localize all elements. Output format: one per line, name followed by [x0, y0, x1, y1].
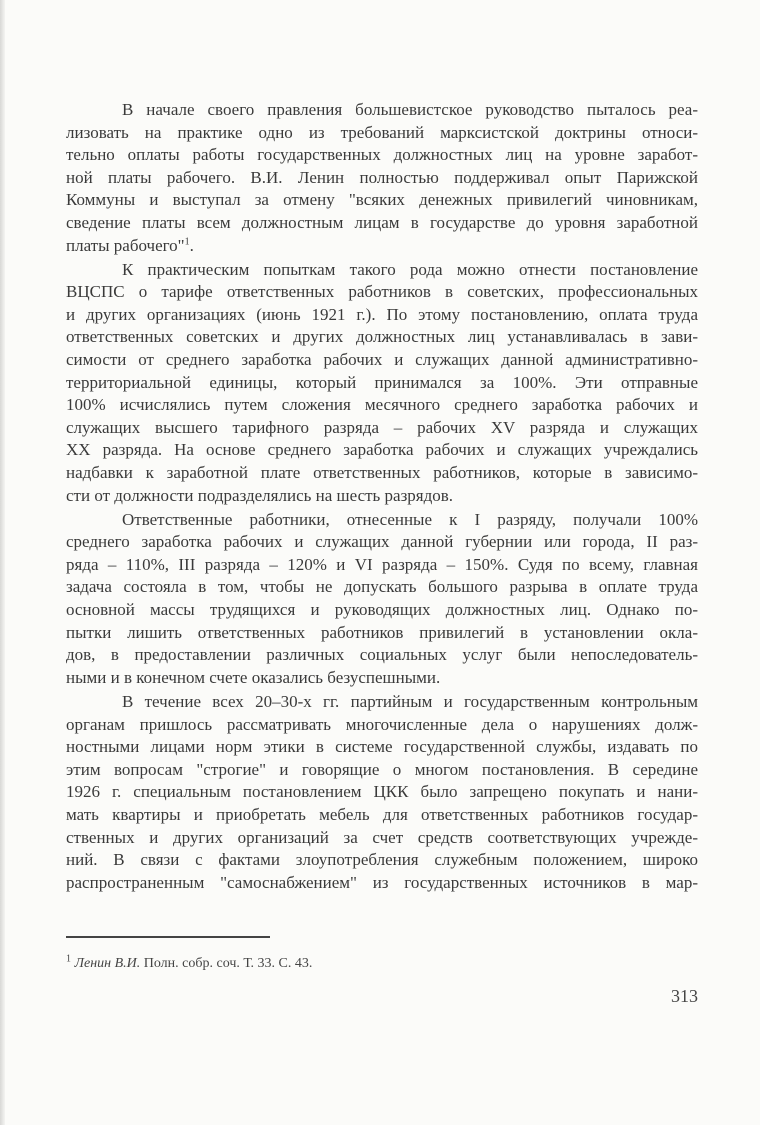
text-line: служащих высшего тарифного разряда – рабочих XV разряда и служащих: [66, 417, 698, 437]
scan-edge: [0, 0, 5, 1125]
text-line: надбавки к заработной плате ответственных работников, которые в зависимо-: [66, 463, 698, 482]
text-line: ностными лицами норм этики в системе государственной службы, издавать по: [66, 737, 698, 757]
text-line: сти от должности подразделялись на шесть разрядов.: [66, 485, 454, 505]
text-line: ответственных советских и других должностных лиц устанавливалась в зави-: [66, 327, 698, 347]
text-line: распространенным "самоснабжением" из государственных источников в мар-: [66, 872, 698, 892]
text-line: Коммуны и выступал за отмену "всяких денежных привилегий чиновникам,: [66, 190, 698, 210]
paragraph-4: [66, 691, 698, 894]
footnote-text: Полн. собр. соч. Т. 33. С. 43.: [140, 956, 313, 971]
footnote-reference[interactable]: 1: [184, 235, 190, 247]
text-line: XX разряда. На основе среднего заработка рабочих и служащих учреждались: [66, 440, 698, 460]
footnote-divider: [66, 936, 270, 938]
text-line: ными и в конечном счете оказались безуспешными.: [66, 667, 441, 687]
text-line: 1926 г. специальным постановлением ЦКК было запрещено покупать и нани-: [66, 782, 698, 802]
text-line: [66, 235, 698, 258]
text-line-content: платы рабочего": [66, 235, 185, 255]
text-line: К практическим попыткам такого рода можно отнести постановление: [122, 259, 698, 279]
text-line: мать квартиры и приобретать мебель для ответственных работников государ-: [66, 804, 698, 824]
text-line: сведение платы всем должностным лицам в государстве до уровня заработной: [66, 212, 698, 232]
text-line: Ответственные работники, отнесенные к I разряду, получали 100%: [122, 509, 698, 529]
text-line: пытки лишить ответственных работников привилегий в установлении окла-: [66, 622, 698, 642]
text-line: ряда – 110%, III разряда – 120% и VI разряда – 150%. Судя по всему, главная: [66, 554, 698, 574]
text-line: органам пришлось рассматривать многочисленные дела о нарушениях долж-: [66, 714, 698, 734]
text-line: В течение всех 20–30-х гг. партийным и государственным контрольным: [122, 691, 698, 711]
footnote-number: 1: [66, 953, 71, 965]
text-line: ной платы рабочего. В.И. Ленин полностью поддерживал опыт Парижской: [66, 167, 698, 187]
text-line: ВЦСПС о тарифе ответственных работников в советских, профессиональных: [66, 282, 698, 302]
text-line: территориальной единицы, который принимался за 100%. Эти отправные: [66, 372, 698, 392]
text-line: В начале своего правления большевистское руководство пыталось реа-: [122, 100, 698, 119]
footnote: [66, 953, 313, 972]
text-line: симости от среднего заработка рабочих и служащих данной административно-: [66, 350, 698, 370]
text-line: и других организациях (июнь 1921 г.). По этому постановлению, оплата труда: [66, 304, 698, 324]
text-line: 100% исчислялись путем сложения месячного среднего заработка рабочих и: [66, 395, 698, 415]
paragraph-1: [66, 99, 698, 257]
text-line: задача состояла в том, чтобы не допускать большого разрыва в оплате труда: [66, 577, 698, 597]
text-line-tail: .: [189, 235, 194, 255]
body-text: [66, 99, 698, 896]
paragraph-2: [66, 259, 698, 508]
text-line: ственных и других организаций за счет средств соответствующих учрежде-: [66, 827, 698, 847]
footnote-author: Ленин В.И.: [74, 956, 141, 971]
text-line: тельно оплаты работы государственных должностных лиц на уровне заработ-: [66, 145, 698, 165]
page-number: 313: [671, 986, 698, 1006]
text-line: основной массы трудящихся и руководящих должностных лиц. Однако по-: [66, 600, 698, 620]
text-line: этим вопросам "строгие" и говорящие о многом постановления. В середине: [66, 759, 698, 779]
text-line: среднего заработка рабочих и служащих данной губернии или города, II раз-: [66, 532, 698, 552]
text-line: дов, в предоставлении различных социальных услуг были непоследователь-: [66, 645, 698, 665]
paragraph-3: [66, 509, 698, 690]
text-line: ний. В связи с фактами злоупотребления служебным положением, широко: [66, 850, 698, 870]
text-line: лизовать на практике одно из требований марксистской доктрины относи-: [66, 122, 698, 142]
